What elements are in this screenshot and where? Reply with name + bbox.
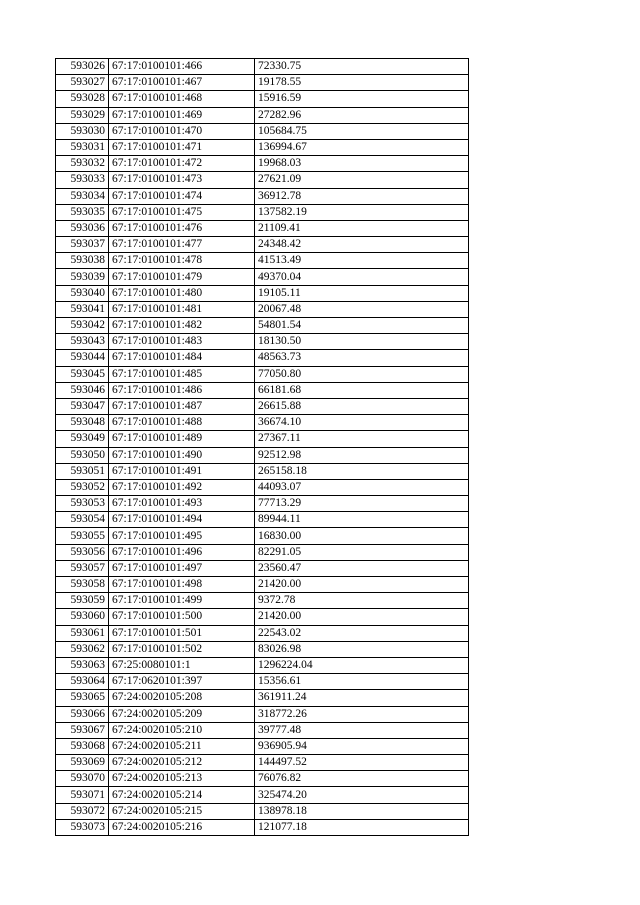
table-row [56, 657, 469, 673]
cadastral-value-cell: 36912.78 [255, 188, 469, 204]
table-row [56, 188, 469, 204]
record-number-cell: 593066 [56, 706, 109, 722]
cadastral-value-cell: 318772.26 [255, 706, 469, 722]
record-number-cell: 593038 [56, 253, 109, 269]
record-number-cell: 593068 [56, 738, 109, 754]
table-row [56, 334, 469, 350]
cadastral-value-cell: 265158.18 [255, 463, 469, 479]
record-number-cell: 593064 [56, 674, 109, 690]
cadastral-value-cell: 105684.75 [255, 123, 469, 139]
table-row [56, 59, 469, 75]
cadastral-value-cell: 21420.00 [255, 577, 469, 593]
record-number-cell: 593039 [56, 269, 109, 285]
cadastral-value-cell: 19105.11 [255, 285, 469, 301]
table-row [56, 156, 469, 172]
table-row [56, 91, 469, 107]
table-row [56, 819, 469, 835]
cadastral-number-cell: 67:25:0080101:1 [109, 657, 255, 673]
cadastral-value-cell: 77050.80 [255, 366, 469, 382]
record-number-cell: 593034 [56, 188, 109, 204]
cadastral-number-cell: 67:17:0100101:500 [109, 609, 255, 625]
table-row [56, 593, 469, 609]
cadastral-value-cell: 21109.41 [255, 220, 469, 236]
cadastral-number-cell: 67:17:0100101:487 [109, 398, 255, 414]
record-number-cell: 593029 [56, 107, 109, 123]
cadastral-value-cell: 9372.78 [255, 593, 469, 609]
cadastral-number-cell: 67:17:0100101:468 [109, 91, 255, 107]
record-number-cell: 593050 [56, 447, 109, 463]
cadastral-value-cell: 76076.82 [255, 771, 469, 787]
record-number-cell: 593045 [56, 366, 109, 382]
record-number-cell: 593061 [56, 625, 109, 641]
cadastral-number-cell: 67:17:0100101:483 [109, 334, 255, 350]
table-row [56, 318, 469, 334]
table-row [56, 447, 469, 463]
record-number-cell: 593065 [56, 690, 109, 706]
record-number-cell: 593059 [56, 593, 109, 609]
table-row [56, 366, 469, 382]
record-number-cell: 593073 [56, 819, 109, 835]
record-number-cell: 593027 [56, 75, 109, 91]
cadastral-number-cell: 67:24:0020105:214 [109, 787, 255, 803]
cadastral-value-cell: 44093.07 [255, 479, 469, 495]
cadastral-value-cell: 20067.48 [255, 301, 469, 317]
table-row [56, 560, 469, 576]
record-number-cell: 593070 [56, 771, 109, 787]
record-number-cell: 593060 [56, 609, 109, 625]
table-row [56, 544, 469, 560]
table-row [56, 431, 469, 447]
cadastral-value-cell: 22543.02 [255, 625, 469, 641]
table-row [56, 301, 469, 317]
table-row [56, 755, 469, 771]
record-number-cell: 593062 [56, 641, 109, 657]
cadastral-number-cell: 67:17:0100101:466 [109, 59, 255, 75]
record-number-cell: 593047 [56, 398, 109, 414]
cadastral-value-cell: 19178.55 [255, 75, 469, 91]
record-number-cell: 593056 [56, 544, 109, 560]
cadastral-number-cell: 67:17:0100101:479 [109, 269, 255, 285]
table-row [56, 204, 469, 220]
table-row [56, 123, 469, 139]
table-row [56, 75, 469, 91]
cadastral-number-cell: 67:17:0100101:486 [109, 382, 255, 398]
record-number-cell: 593055 [56, 528, 109, 544]
cadastral-number-cell: 67:17:0100101:496 [109, 544, 255, 560]
table-row [56, 172, 469, 188]
cadastral-value-cell: 21420.00 [255, 609, 469, 625]
record-number-cell: 593063 [56, 657, 109, 673]
cadastral-value-cell: 121077.18 [255, 819, 469, 835]
record-number-cell: 593067 [56, 722, 109, 738]
cadastral-number-cell: 67:17:0100101:472 [109, 156, 255, 172]
cadastral-value-cell: 26615.88 [255, 398, 469, 414]
cadastral-number-cell: 67:24:0020105:209 [109, 706, 255, 722]
table-row [56, 285, 469, 301]
cadastral-number-cell: 67:17:0100101:502 [109, 641, 255, 657]
record-number-cell: 593051 [56, 463, 109, 479]
cadastral-number-cell: 67:24:0020105:211 [109, 738, 255, 754]
cadastral-value-cell: 27621.09 [255, 172, 469, 188]
cadastral-number-cell: 67:24:0020105:212 [109, 755, 255, 771]
cadastral-number-cell: 67:17:0100101:490 [109, 447, 255, 463]
table-row [56, 237, 469, 253]
cadastral-value-cell: 77713.29 [255, 496, 469, 512]
table-row [56, 674, 469, 690]
record-number-cell: 593044 [56, 350, 109, 366]
cadastral-value-table [55, 58, 469, 836]
cadastral-value-cell: 24348.42 [255, 237, 469, 253]
record-number-cell: 593057 [56, 560, 109, 576]
cadastral-number-cell: 67:17:0100101:476 [109, 220, 255, 236]
cadastral-number-cell: 67:17:0100101:480 [109, 285, 255, 301]
cadastral-value-cell: 15356.61 [255, 674, 469, 690]
record-number-cell: 593031 [56, 139, 109, 155]
table-row [56, 609, 469, 625]
cadastral-number-cell: 67:17:0100101:467 [109, 75, 255, 91]
table-row [56, 139, 469, 155]
table-row [56, 641, 469, 657]
cadastral-value-cell: 1296224.04 [255, 657, 469, 673]
record-number-cell: 593037 [56, 237, 109, 253]
record-number-cell: 593052 [56, 479, 109, 495]
table-row [56, 398, 469, 414]
cadastral-number-cell: 67:17:0100101:469 [109, 107, 255, 123]
cadastral-value-cell: 72330.75 [255, 59, 469, 75]
record-number-cell: 593041 [56, 301, 109, 317]
cadastral-number-cell: 67:17:0100101:488 [109, 415, 255, 431]
cadastral-number-cell: 67:24:0020105:210 [109, 722, 255, 738]
cadastral-number-cell: 67:17:0100101:478 [109, 253, 255, 269]
table-row [56, 382, 469, 398]
record-number-cell: 593035 [56, 204, 109, 220]
table-row [56, 803, 469, 819]
record-number-cell: 593049 [56, 431, 109, 447]
table-row [56, 690, 469, 706]
table-row [56, 706, 469, 722]
record-number-cell: 593058 [56, 577, 109, 593]
cadastral-value-cell: 18130.50 [255, 334, 469, 350]
table-row [56, 738, 469, 754]
table-row [56, 269, 469, 285]
cadastral-value-cell: 49370.04 [255, 269, 469, 285]
record-number-cell: 593054 [56, 512, 109, 528]
cadastral-number-cell: 67:17:0100101:485 [109, 366, 255, 382]
cadastral-value-cell: 48563.73 [255, 350, 469, 366]
cadastral-number-cell: 67:17:0100101:493 [109, 496, 255, 512]
cadastral-number-cell: 67:24:0020105:208 [109, 690, 255, 706]
cadastral-number-cell: 67:24:0020105:215 [109, 803, 255, 819]
cadastral-value-cell: 92512.98 [255, 447, 469, 463]
cadastral-number-cell: 67:17:0100101:471 [109, 139, 255, 155]
cadastral-value-cell: 54801.54 [255, 318, 469, 334]
record-number-cell: 593046 [56, 382, 109, 398]
cadastral-value-cell: 361911.24 [255, 690, 469, 706]
cadastral-value-cell: 19968.03 [255, 156, 469, 172]
cadastral-value-cell: 23560.47 [255, 560, 469, 576]
record-number-cell: 593053 [56, 496, 109, 512]
table-row [56, 771, 469, 787]
cadastral-number-cell: 67:17:0100101:474 [109, 188, 255, 204]
record-number-cell: 593032 [56, 156, 109, 172]
record-number-cell: 593043 [56, 334, 109, 350]
cadastral-number-cell: 67:17:0100101:481 [109, 301, 255, 317]
table-row [56, 479, 469, 495]
cadastral-number-cell: 67:17:0100101:494 [109, 512, 255, 528]
cadastral-number-cell: 67:17:0100101:470 [109, 123, 255, 139]
table-row [56, 350, 469, 366]
cadastral-number-cell: 67:17:0100101:499 [109, 593, 255, 609]
table-row [56, 415, 469, 431]
record-number-cell: 593030 [56, 123, 109, 139]
table-row [56, 528, 469, 544]
cadastral-number-cell: 67:17:0100101:473 [109, 172, 255, 188]
table-row [56, 463, 469, 479]
table-row [56, 512, 469, 528]
cadastral-number-cell: 67:17:0100101:489 [109, 431, 255, 447]
cadastral-number-cell: 67:17:0100101:501 [109, 625, 255, 641]
table-row [56, 220, 469, 236]
cadastral-number-cell: 67:17:0620101:397 [109, 674, 255, 690]
record-number-cell: 593072 [56, 803, 109, 819]
cadastral-number-cell: 67:17:0100101:498 [109, 577, 255, 593]
cadastral-value-cell: 36674.10 [255, 415, 469, 431]
cadastral-number-cell: 67:17:0100101:475 [109, 204, 255, 220]
cadastral-number-cell: 67:17:0100101:491 [109, 463, 255, 479]
cadastral-value-cell: 15916.59 [255, 91, 469, 107]
cadastral-number-cell: 67:24:0020105:213 [109, 771, 255, 787]
cadastral-number-cell: 67:17:0100101:495 [109, 528, 255, 544]
cadastral-value-cell: 89944.11 [255, 512, 469, 528]
cadastral-number-cell: 67:24:0020105:216 [109, 819, 255, 835]
cadastral-number-cell: 67:17:0100101:484 [109, 350, 255, 366]
cadastral-value-cell: 41513.49 [255, 253, 469, 269]
record-number-cell: 593026 [56, 59, 109, 75]
cadastral-value-cell: 144497.52 [255, 755, 469, 771]
cadastral-number-cell: 67:17:0100101:492 [109, 479, 255, 495]
cadastral-value-cell: 27282.96 [255, 107, 469, 123]
record-number-cell: 593036 [56, 220, 109, 236]
table-row [56, 722, 469, 738]
record-number-cell: 593033 [56, 172, 109, 188]
table-row [56, 625, 469, 641]
record-number-cell: 593028 [56, 91, 109, 107]
cadastral-value-cell: 936905.94 [255, 738, 469, 754]
record-number-cell: 593048 [56, 415, 109, 431]
cadastral-number-cell: 67:17:0100101:497 [109, 560, 255, 576]
cadastral-value-cell: 66181.68 [255, 382, 469, 398]
table-row [56, 577, 469, 593]
cadastral-value-cell: 82291.05 [255, 544, 469, 560]
table-row [56, 107, 469, 123]
table-row [56, 496, 469, 512]
record-number-cell: 593040 [56, 285, 109, 301]
cadastral-value-cell: 83026.98 [255, 641, 469, 657]
table-row [56, 253, 469, 269]
cadastral-value-cell: 137582.19 [255, 204, 469, 220]
cadastral-value-cell: 136994.67 [255, 139, 469, 155]
cadastral-value-cell: 27367.11 [255, 431, 469, 447]
cadastral-value-cell: 138978.18 [255, 803, 469, 819]
cadastral-number-cell: 67:17:0100101:477 [109, 237, 255, 253]
table-body [56, 59, 469, 836]
record-number-cell: 593071 [56, 787, 109, 803]
record-number-cell: 593069 [56, 755, 109, 771]
cadastral-value-cell: 325474.20 [255, 787, 469, 803]
cadastral-value-cell: 16830.00 [255, 528, 469, 544]
record-number-cell: 593042 [56, 318, 109, 334]
table-row [56, 787, 469, 803]
cadastral-value-cell: 39777.48 [255, 722, 469, 738]
cadastral-number-cell: 67:17:0100101:482 [109, 318, 255, 334]
